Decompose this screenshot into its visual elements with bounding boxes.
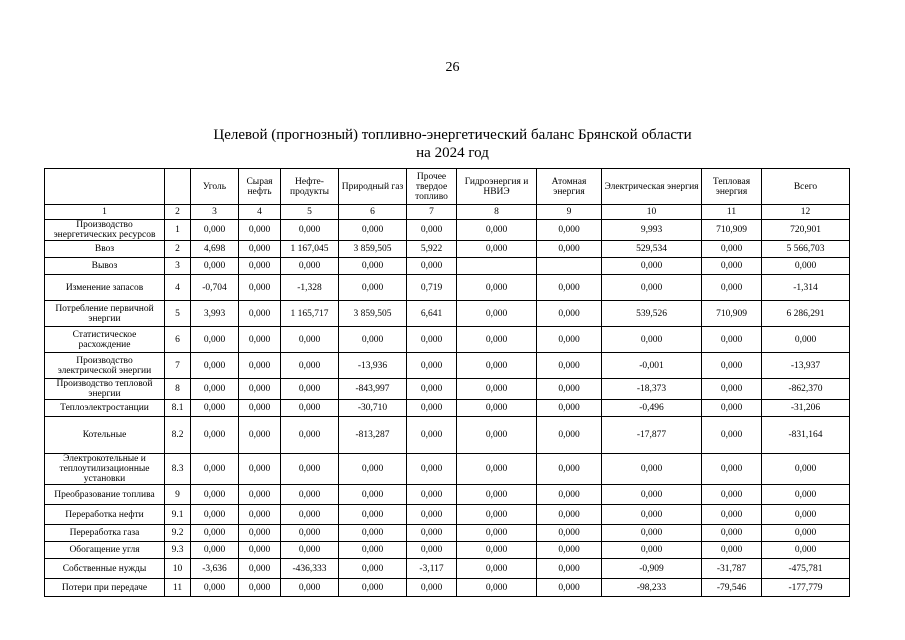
document-title: [0, 126, 905, 162]
row-code: 8.3: [165, 454, 191, 485]
table-row: [45, 220, 850, 241]
table-row: [45, 505, 850, 525]
table-row: [45, 353, 850, 379]
row-code: 3: [165, 258, 191, 275]
table-cell: 9,993: [602, 220, 702, 241]
table-cell: 6 286,291: [762, 301, 850, 327]
column-number-row: [45, 205, 850, 220]
table-cell: 0,000: [281, 400, 339, 417]
row-name: Обогащение угля: [45, 542, 165, 559]
row-name: Котельные: [45, 417, 165, 454]
column-header: Атомная энергия: [537, 169, 602, 205]
table-cell: 0,000: [457, 417, 537, 454]
table-cell: -3,636: [191, 559, 239, 579]
table-cell: 0,000: [239, 542, 281, 559]
table-cell: -436,333: [281, 559, 339, 579]
row-name: Потери при передаче: [45, 579, 165, 597]
table-row: [45, 559, 850, 579]
table-cell: 0,000: [407, 417, 457, 454]
column-header: Электрическая энергия: [602, 169, 702, 205]
table-cell: 0,000: [281, 220, 339, 241]
table-cell: 0,000: [339, 542, 407, 559]
table-cell: 0,000: [239, 579, 281, 597]
table-cell: 0,000: [191, 485, 239, 505]
table-cell: 0,000: [239, 505, 281, 525]
table-cell: 529,534: [602, 241, 702, 258]
row-code: 11: [165, 579, 191, 597]
row-code: 10: [165, 559, 191, 579]
table-row: [45, 275, 850, 301]
table-cell: 0,000: [702, 454, 762, 485]
column-number: 2: [165, 205, 191, 220]
row-name: Переработка газа: [45, 525, 165, 542]
table-cell: 0,000: [457, 301, 537, 327]
table-cell: 1 167,045: [281, 241, 339, 258]
row-code: 4: [165, 275, 191, 301]
table-cell: 0,000: [702, 275, 762, 301]
table-cell: 0,000: [537, 559, 602, 579]
table-cell: 0,000: [537, 275, 602, 301]
table-row: [45, 417, 850, 454]
table-cell: 0,000: [407, 353, 457, 379]
table-cell: -13,936: [339, 353, 407, 379]
title-line-2: на 2024 год: [416, 145, 489, 161]
table-cell: 0,000: [339, 275, 407, 301]
column-header: Природный газ: [339, 169, 407, 205]
table-cell: 0,000: [339, 505, 407, 525]
table-cell: 0,000: [281, 485, 339, 505]
row-code: 5: [165, 301, 191, 327]
table-cell: 0,000: [457, 505, 537, 525]
table-cell: 0,000: [281, 505, 339, 525]
row-code: 8: [165, 379, 191, 400]
table-cell: 0,719: [407, 275, 457, 301]
table-cell: -79,546: [702, 579, 762, 597]
table-cell: 0,000: [762, 542, 850, 559]
table-cell: -0,001: [602, 353, 702, 379]
table-cell: 0,000: [602, 275, 702, 301]
table-cell: 0,000: [191, 525, 239, 542]
table-cell: -30,710: [339, 400, 407, 417]
table-cell: 0,000: [281, 379, 339, 400]
table-cell: -3,117: [407, 559, 457, 579]
table-cell: 0,000: [602, 454, 702, 485]
table-cell: 0,000: [762, 454, 850, 485]
row-name: Производство энергетических ресурсов: [45, 220, 165, 241]
table-cell: 0,000: [407, 258, 457, 275]
column-header: [165, 169, 191, 205]
table-cell: [537, 258, 602, 275]
table-cell: 0,000: [702, 525, 762, 542]
table-cell: 0,000: [339, 327, 407, 353]
table-cell: 0,000: [191, 400, 239, 417]
table-cell: 0,000: [407, 379, 457, 400]
table-cell: 0,000: [537, 505, 602, 525]
column-number: 11: [702, 205, 762, 220]
table-cell: 0,000: [239, 220, 281, 241]
table-header-row: [45, 169, 850, 205]
table-cell: 0,000: [457, 275, 537, 301]
table-cell: 0,000: [339, 220, 407, 241]
column-header: Тепловая энергия: [702, 169, 762, 205]
table-cell: 0,000: [407, 454, 457, 485]
table-cell: 0,000: [537, 485, 602, 505]
table-cell: 0,000: [191, 542, 239, 559]
table-cell: 0,000: [281, 327, 339, 353]
table-cell: 0,000: [702, 417, 762, 454]
row-code: 1: [165, 220, 191, 241]
row-code: 9.2: [165, 525, 191, 542]
table-cell: 0,000: [602, 327, 702, 353]
table-cell: 0,000: [702, 505, 762, 525]
table-cell: 0,000: [339, 525, 407, 542]
table-cell: 0,000: [407, 400, 457, 417]
table-cell: [457, 258, 537, 275]
table-cell: 0,000: [762, 258, 850, 275]
table-cell: 0,000: [537, 220, 602, 241]
table-cell: 0,000: [239, 525, 281, 542]
table-cell: 0,000: [339, 485, 407, 505]
row-code: 9: [165, 485, 191, 505]
table-cell: 0,000: [457, 559, 537, 579]
row-name: Переработка нефти: [45, 505, 165, 525]
table-cell: 0,000: [239, 258, 281, 275]
table-cell: 0,000: [702, 485, 762, 505]
table-cell: 0,000: [457, 327, 537, 353]
table-cell: 0,000: [457, 241, 537, 258]
table-body: [45, 169, 850, 597]
table-cell: -13,937: [762, 353, 850, 379]
table-cell: 0,000: [537, 353, 602, 379]
row-name: Собственные нужды: [45, 559, 165, 579]
table-cell: 0,000: [281, 542, 339, 559]
row-code: 7: [165, 353, 191, 379]
table-cell: 0,000: [602, 542, 702, 559]
column-header: Уголь: [191, 169, 239, 205]
column-header: Прочее твердое топливо: [407, 169, 457, 205]
table-cell: -177,779: [762, 579, 850, 597]
table-cell: 0,000: [537, 542, 602, 559]
table-cell: 0,000: [239, 353, 281, 379]
column-header: Всего: [762, 169, 850, 205]
column-number: 7: [407, 205, 457, 220]
table-row: [45, 301, 850, 327]
table-cell: 0,000: [537, 400, 602, 417]
table-cell: 0,000: [239, 241, 281, 258]
table-cell: 0,000: [191, 353, 239, 379]
table-cell: 0,000: [602, 258, 702, 275]
table-cell: 3 859,505: [339, 241, 407, 258]
table-cell: 0,000: [281, 579, 339, 597]
table-cell: 0,000: [239, 454, 281, 485]
row-code: 6: [165, 327, 191, 353]
table-cell: 0,000: [762, 485, 850, 505]
row-code: 9.3: [165, 542, 191, 559]
row-name: Производство электрической энергии: [45, 353, 165, 379]
table-cell: 720,901: [762, 220, 850, 241]
table-cell: 0,000: [702, 379, 762, 400]
table-cell: -31,787: [702, 559, 762, 579]
table-cell: -98,233: [602, 579, 702, 597]
table-cell: 0,000: [191, 220, 239, 241]
table-cell: 0,000: [702, 400, 762, 417]
table-cell: 0,000: [457, 454, 537, 485]
table-cell: -831,164: [762, 417, 850, 454]
column-number: 8: [457, 205, 537, 220]
table-row: [45, 327, 850, 353]
table-row: [45, 400, 850, 417]
table-cell: 0,000: [457, 379, 537, 400]
table-cell: -0,909: [602, 559, 702, 579]
table-cell: 0,000: [537, 417, 602, 454]
row-code: 8.1: [165, 400, 191, 417]
table-cell: 0,000: [407, 327, 457, 353]
column-header: [45, 169, 165, 205]
table-row: [45, 258, 850, 275]
table-row: [45, 241, 850, 258]
table-row: [45, 579, 850, 597]
table-cell: -475,781: [762, 559, 850, 579]
table-cell: 0,000: [281, 353, 339, 379]
column-number: 1: [45, 205, 165, 220]
table-cell: 710,909: [702, 301, 762, 327]
table-cell: 0,000: [191, 454, 239, 485]
table-cell: 0,000: [191, 379, 239, 400]
table-cell: 0,000: [239, 400, 281, 417]
table-cell: 0,000: [407, 505, 457, 525]
column-number: 6: [339, 205, 407, 220]
table-cell: 0,000: [702, 353, 762, 379]
table-cell: 0,000: [339, 559, 407, 579]
table-cell: -0,496: [602, 400, 702, 417]
table-cell: -813,287: [339, 417, 407, 454]
table-cell: 0,000: [702, 241, 762, 258]
table-cell: 0,000: [762, 525, 850, 542]
table-cell: -1,314: [762, 275, 850, 301]
row-code: 9.1: [165, 505, 191, 525]
table-cell: 710,909: [702, 220, 762, 241]
row-code: 2: [165, 241, 191, 258]
table-cell: -0,704: [191, 275, 239, 301]
table-cell: 3,993: [191, 301, 239, 327]
table-cell: 0,000: [407, 579, 457, 597]
table-cell: 0,000: [407, 542, 457, 559]
table-cell: 0,000: [339, 579, 407, 597]
table-cell: 0,000: [537, 579, 602, 597]
table-cell: 0,000: [339, 258, 407, 275]
table-row: [45, 379, 850, 400]
table-cell: 0,000: [457, 485, 537, 505]
table-row: [45, 525, 850, 542]
table-cell: 0,000: [602, 505, 702, 525]
table-cell: 0,000: [239, 417, 281, 454]
row-name: Электрокотельные и теплоутилизационные установки: [45, 454, 165, 485]
column-number: 12: [762, 205, 850, 220]
table-cell: 0,000: [762, 505, 850, 525]
table-cell: 0,000: [537, 525, 602, 542]
table-cell: 0,000: [602, 485, 702, 505]
table-cell: 5,922: [407, 241, 457, 258]
row-name: Потребление первичной энергии: [45, 301, 165, 327]
table-cell: 4,698: [191, 241, 239, 258]
table-cell: 0,000: [537, 454, 602, 485]
table-cell: 0,000: [457, 579, 537, 597]
row-name: Теплоэлектростанции: [45, 400, 165, 417]
table-cell: 0,000: [407, 525, 457, 542]
row-code: 8.2: [165, 417, 191, 454]
table-cell: -862,370: [762, 379, 850, 400]
table-cell: 0,000: [537, 301, 602, 327]
table-cell: 0,000: [457, 400, 537, 417]
table-cell: 0,000: [457, 353, 537, 379]
row-name: Вывоз: [45, 258, 165, 275]
table-cell: 0,000: [239, 559, 281, 579]
table-cell: 0,000: [537, 379, 602, 400]
column-number: 3: [191, 205, 239, 220]
column-header: Гидроэнергия и НВИЭ: [457, 169, 537, 205]
table-cell: 5 566,703: [762, 241, 850, 258]
table-cell: -843,997: [339, 379, 407, 400]
table-cell: 0,000: [191, 327, 239, 353]
table-cell: 0,000: [537, 241, 602, 258]
table-cell: 0,000: [281, 258, 339, 275]
table-cell: 0,000: [281, 525, 339, 542]
table-cell: 0,000: [457, 542, 537, 559]
table-cell: 0,000: [602, 525, 702, 542]
row-name: Производство тепловой энергии: [45, 379, 165, 400]
column-number: 4: [239, 205, 281, 220]
column-header: Нефте-продукты: [281, 169, 339, 205]
table-cell: 0,000: [191, 579, 239, 597]
table-cell: 0,000: [191, 417, 239, 454]
row-name: Ввоз: [45, 241, 165, 258]
column-number: 10: [602, 205, 702, 220]
table-cell: 0,000: [239, 275, 281, 301]
table-cell: 0,000: [191, 505, 239, 525]
table-cell: 0,000: [281, 417, 339, 454]
table-cell: 0,000: [191, 258, 239, 275]
table-cell: 0,000: [762, 327, 850, 353]
page-number: 26: [445, 60, 460, 75]
table-cell: -18,373: [602, 379, 702, 400]
table-cell: -17,877: [602, 417, 702, 454]
table-cell: 0,000: [239, 327, 281, 353]
table-cell: -1,328: [281, 275, 339, 301]
table-row: [45, 542, 850, 559]
table-cell: 1 165,717: [281, 301, 339, 327]
column-header: Сырая нефть: [239, 169, 281, 205]
table-row: [45, 454, 850, 485]
table-cell: 0,000: [407, 485, 457, 505]
table-cell: 0,000: [537, 327, 602, 353]
table-cell: 539,526: [602, 301, 702, 327]
table-cell: 0,000: [457, 220, 537, 241]
table-cell: 0,000: [239, 485, 281, 505]
table-cell: 0,000: [702, 542, 762, 559]
table-cell: -31,206: [762, 400, 850, 417]
energy-balance-table: [44, 168, 850, 597]
table-cell: 0,000: [407, 220, 457, 241]
table-cell: 0,000: [702, 327, 762, 353]
table-cell: 0,000: [702, 258, 762, 275]
row-name: Статистическое расхождение: [45, 327, 165, 353]
table-cell: 3 859,505: [339, 301, 407, 327]
table-cell: 6,641: [407, 301, 457, 327]
table-cell: 0,000: [339, 454, 407, 485]
table-row: [45, 485, 850, 505]
column-number: 9: [537, 205, 602, 220]
column-number: 5: [281, 205, 339, 220]
table-cell: 0,000: [239, 379, 281, 400]
title-line-1: Целевой (прогнозный) топливно-энергетический баланс Брянской области: [213, 127, 692, 143]
row-name: Изменение запасов: [45, 275, 165, 301]
table-cell: 0,000: [457, 525, 537, 542]
table-cell: 0,000: [239, 301, 281, 327]
row-name: Преобразование топлива: [45, 485, 165, 505]
table-cell: 0,000: [281, 454, 339, 485]
